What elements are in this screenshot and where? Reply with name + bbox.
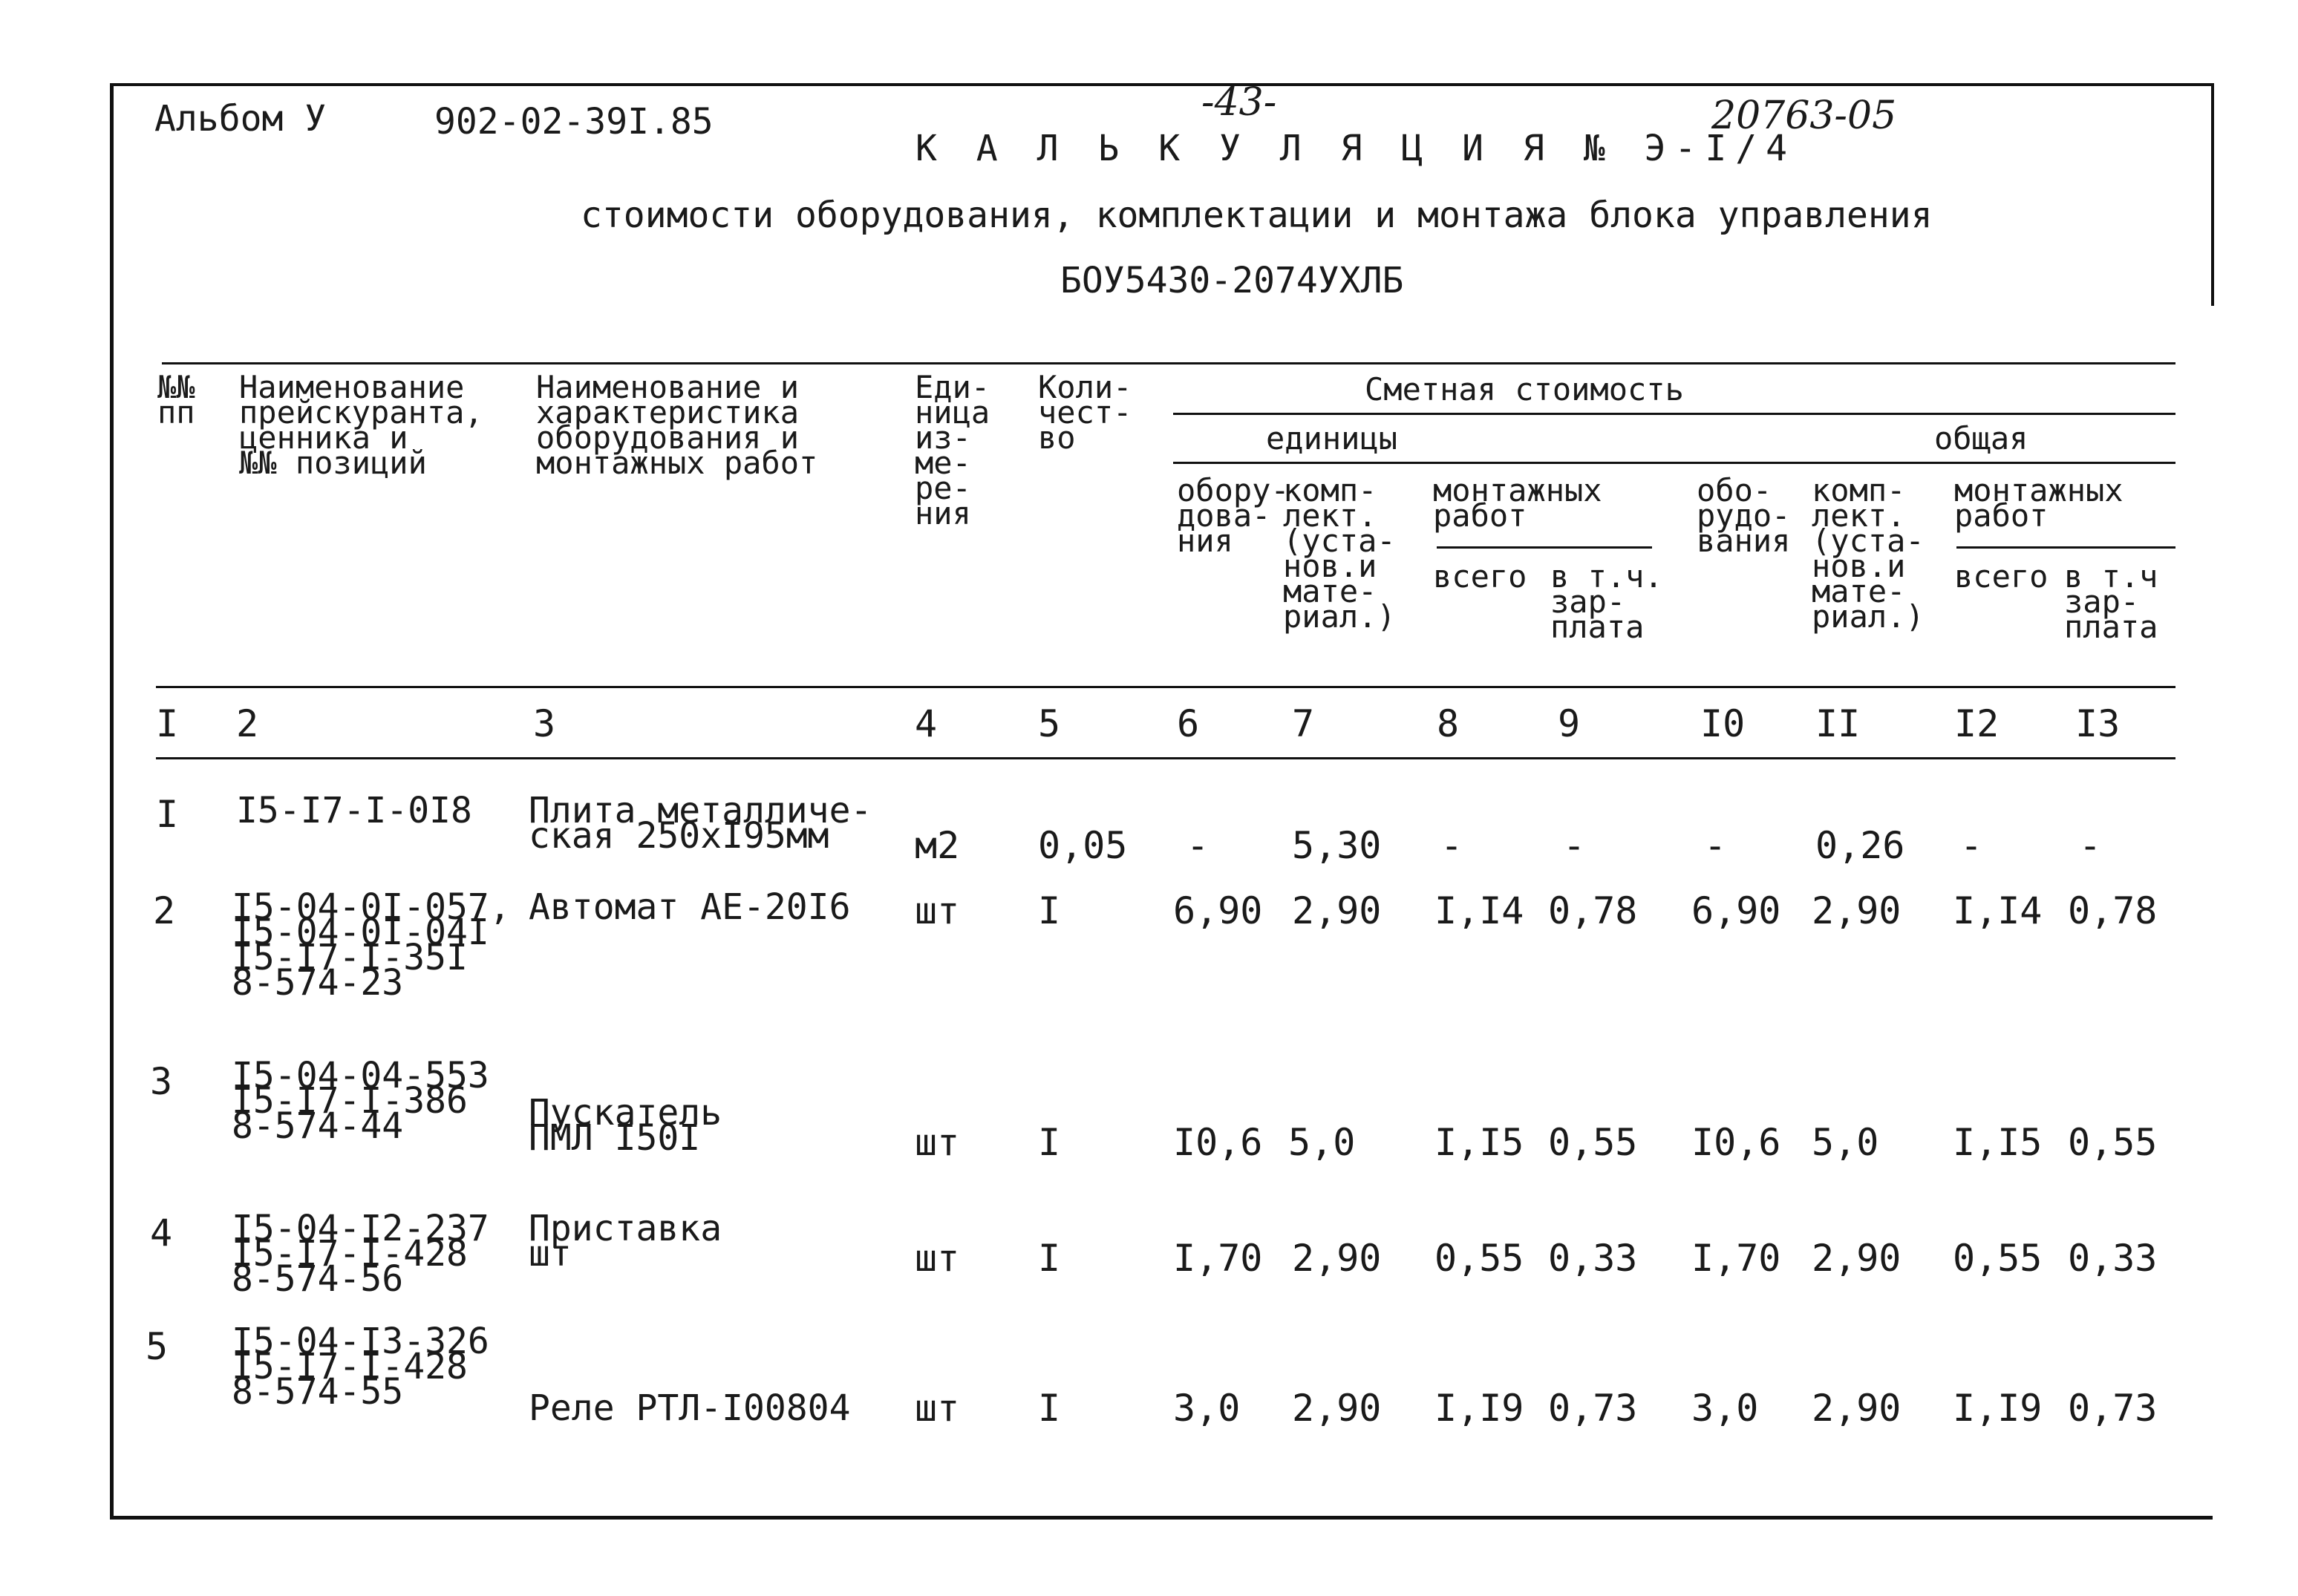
header-completion-total: комп- лект. (уста- нов.и мате- риал.) <box>1812 472 1925 635</box>
row-equipment-total-cost: - <box>1704 824 1727 867</box>
row-pricelist-position: I5-04-I3-326 I5-I7-I-428 8-574-55 <box>232 1321 489 1413</box>
page-frame-top <box>111 83 2213 86</box>
row-completion-total-cost: 2,90 <box>1812 1387 1902 1430</box>
row-number: I <box>156 793 179 836</box>
column-number-4: 4 <box>915 702 938 745</box>
row-equipment-total-cost: I,70 <box>1691 1237 1781 1280</box>
row-equipment-name: Пускатель ПМЛ I50I <box>529 1092 722 1159</box>
block-code: БОУ5430-2074УХЛБ <box>1060 260 1404 301</box>
row-unit: шт <box>915 1237 960 1280</box>
subgroup-rule <box>1173 462 2175 464</box>
row-equipment-name: Реле РТЛ-I00804 <box>529 1387 851 1429</box>
column-number-2: 2 <box>236 702 259 745</box>
row-pricelist-position: I5-04-I2-237 I5-I7-I-428 8-574-56 <box>232 1208 489 1300</box>
header-equipment-total: обо- рудо- вания <box>1697 472 1791 559</box>
column-number-5: 5 <box>1038 702 1061 745</box>
row-equipment-name: Автомат АЕ-20I6 <box>529 886 851 928</box>
row-quantity: I <box>1038 1237 1061 1280</box>
row-mounting-total-cost: I,I5 <box>1953 1121 2043 1164</box>
row-wage-unit-cost: 0,73 <box>1548 1387 1638 1430</box>
row-equipment-name: Приставка шт <box>529 1208 722 1275</box>
header-mounting-unit: монтажных работ <box>1433 472 1602 534</box>
column-number-7: 7 <box>1292 702 1315 745</box>
row-equipment-unit-cost: 3,0 <box>1173 1387 1241 1430</box>
header-total-cost-group: общая <box>1934 420 2028 457</box>
album-label: Альбом У <box>154 98 327 140</box>
row-wage-total-cost: 0,33 <box>2068 1237 2158 1280</box>
row-completion-unit-cost: 2,90 <box>1292 1237 1382 1280</box>
column-number-12: I2 <box>1954 702 2000 745</box>
row-wage-total-cost: 0,78 <box>2068 889 2158 932</box>
header-bottom-rule <box>156 686 2175 688</box>
row-equipment-total-cost: 6,90 <box>1691 889 1781 932</box>
header-row-number: №№ пп <box>157 369 195 431</box>
column-numbers-rule <box>156 757 2175 759</box>
header-mounting-total-unit: всего <box>1433 558 1527 595</box>
row-mounting-total-cost: I,I4 <box>1953 889 2043 932</box>
column-number-8: 8 <box>1437 702 1460 745</box>
table-top-rule <box>162 362 2175 364</box>
row-wage-unit-cost: - <box>1563 824 1586 867</box>
row-mounting-total-cost: - <box>1960 824 1983 867</box>
row-mounting-unit-cost: I,I9 <box>1434 1387 1524 1430</box>
page-frame-bottom <box>111 1516 2213 1520</box>
row-equipment-unit-cost: I,70 <box>1173 1237 1263 1280</box>
row-equipment-total-cost: I0,6 <box>1691 1121 1781 1164</box>
document-code: 902-02-39I.85 <box>434 101 714 143</box>
row-quantity: I <box>1038 1387 1061 1430</box>
row-completion-unit-cost: 5,0 <box>1288 1121 1356 1164</box>
column-number-10: I0 <box>1700 702 1746 745</box>
header-estimated-cost: Сметная стоимость <box>1365 371 1684 408</box>
header-equipment-unit: обору- дова- ния <box>1177 472 1290 559</box>
row-wage-unit-cost: 0,33 <box>1548 1237 1638 1280</box>
row-wage-total-cost: - <box>2079 824 2102 867</box>
row-mounting-unit-cost: I,I4 <box>1434 889 1524 932</box>
row-unit: шт <box>915 1387 960 1430</box>
column-number-1: I <box>156 702 179 745</box>
row-unit: м2 <box>915 824 960 867</box>
column-number-6: 6 <box>1177 702 1200 745</box>
page-frame-right <box>2211 83 2214 306</box>
row-mounting-total-cost: I,I9 <box>1953 1387 2043 1430</box>
header-unit-cost-group: единицы <box>1266 420 1398 457</box>
row-number: 5 <box>146 1325 169 1368</box>
column-number-3: 3 <box>533 702 556 745</box>
header-pricelist: Наименование прейскуранта, ценника и №№ позиций <box>239 369 483 481</box>
header-mounting-all-total: всего <box>1954 558 2049 595</box>
row-equipment-total-cost: 3,0 <box>1691 1387 1759 1430</box>
row-completion-total-cost: 0,26 <box>1815 824 1905 867</box>
row-completion-total-cost: 5,0 <box>1812 1121 1879 1164</box>
page-number: -43- <box>1201 80 1277 125</box>
column-number-9: 9 <box>1558 702 1581 745</box>
row-completion-unit-cost: 2,90 <box>1292 889 1382 932</box>
inventory-number: 20763-05 <box>1711 94 1897 138</box>
row-equipment-unit-cost: I0,6 <box>1173 1121 1263 1164</box>
header-unit: Еди- ница из- ме- ре- ния <box>915 369 990 532</box>
header-mounting-total: монтажных работ <box>1954 472 2124 534</box>
row-wage-unit-cost: 0,78 <box>1548 889 1638 932</box>
header-wage-total: в т.ч зар- плата <box>2064 558 2158 645</box>
row-number: 2 <box>153 889 176 932</box>
row-wage-unit-cost: 0,55 <box>1548 1121 1638 1164</box>
row-unit: шт <box>915 889 960 932</box>
row-equipment-name: Плита металличе- ская 250хI95мм <box>529 790 872 857</box>
cost-group-rule <box>1173 413 2175 415</box>
page-frame-left <box>110 83 114 1520</box>
row-completion-total-cost: 2,90 <box>1812 889 1902 932</box>
row-equipment-unit-cost: - <box>1186 824 1210 867</box>
row-pricelist-position: I5-04-04-553 I5-I7-I-386 8-574-44 <box>232 1055 489 1147</box>
row-completion-unit-cost: 2,90 <box>1292 1387 1382 1430</box>
row-pricelist-position: I5-I7-I-0I8 <box>236 790 472 831</box>
mount-unit-rule <box>1437 546 1652 549</box>
row-equipment-unit-cost: 6,90 <box>1173 889 1263 932</box>
row-mounting-unit-cost: - <box>1440 824 1463 867</box>
row-number: 4 <box>150 1211 173 1255</box>
column-number-13: I3 <box>2075 702 2121 745</box>
header-quantity: Коли- чест- во <box>1038 369 1132 456</box>
header-equipment-name: Наименование и характеристика оборудования и монтажных работ <box>536 369 818 481</box>
mount-total-rule <box>1956 546 2175 549</box>
row-mounting-unit-cost: I,I5 <box>1434 1121 1524 1164</box>
row-quantity: I <box>1038 1121 1061 1164</box>
row-unit: шт <box>915 1121 960 1164</box>
header-completion-unit: комп- лект. (уста- нов.и мате- риал.) <box>1283 472 1396 635</box>
row-wage-total-cost: 0,73 <box>2068 1387 2158 1430</box>
column-number-11: II <box>1815 702 1861 745</box>
row-quantity: 0,05 <box>1038 824 1128 867</box>
row-number: 3 <box>150 1060 173 1103</box>
row-mounting-total-cost: 0,55 <box>1953 1237 2043 1280</box>
row-completion-unit-cost: 5,30 <box>1292 824 1382 867</box>
row-wage-total-cost: 0,55 <box>2068 1121 2158 1164</box>
row-pricelist-position: I5-04-0I-057, I5-04-0I-04I I5-I7-I-35I 8-574-23 <box>232 886 511 1004</box>
row-completion-total-cost: 2,90 <box>1812 1237 1902 1280</box>
row-quantity: I <box>1038 889 1061 932</box>
header-wage-unit: в т.ч. зар- плата <box>1550 558 1663 645</box>
document-title: К А Л Ь К У Л Я Ц И Я № Э-I/4 <box>915 128 1797 169</box>
row-mounting-unit-cost: 0,55 <box>1434 1237 1524 1280</box>
document-subtitle: стоимости оборудования, комплектации и монтажа блока управления <box>581 194 1933 236</box>
